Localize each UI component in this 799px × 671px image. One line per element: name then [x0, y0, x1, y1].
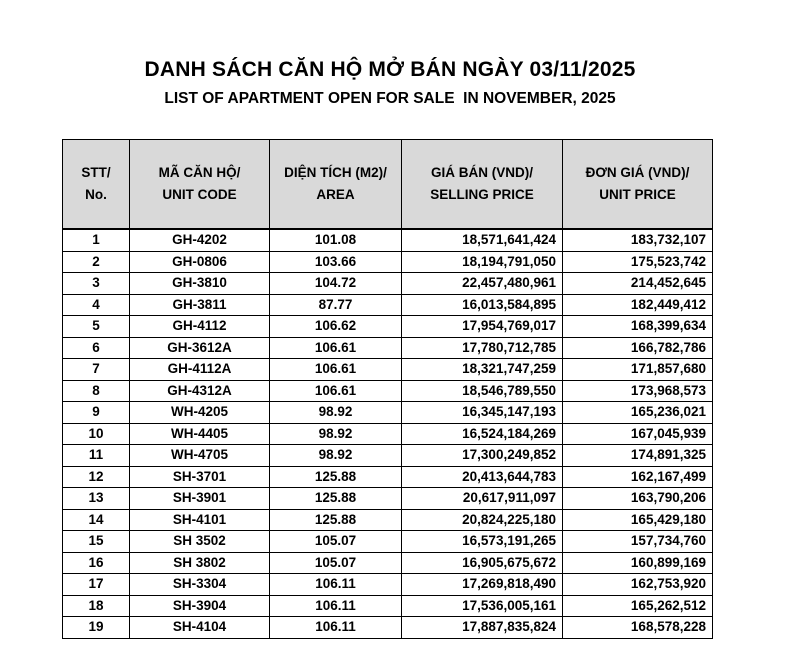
cell-unit-code: GH-4112: [130, 316, 270, 338]
column-header-area: [270, 140, 402, 229]
cell-area: 98.92: [270, 423, 402, 445]
cell-selling-price: 16,905,675,672: [402, 552, 563, 574]
cell-no: 2: [63, 251, 130, 273]
cell-no: 17: [63, 574, 130, 596]
cell-selling-price: 17,887,835,824: [402, 617, 563, 639]
table-row: [63, 316, 713, 338]
page-title: DANH SÁCH CĂN HỘ MỞ BÁN NGÀY 03/11/2025: [144, 58, 636, 81]
cell-unit-price: 168,578,228: [563, 617, 713, 639]
cell-area: 106.61: [270, 359, 402, 381]
cell-selling-price: 17,536,005,161: [402, 595, 563, 617]
table-row: [63, 509, 713, 531]
table-row: [63, 531, 713, 553]
cell-unit-price: 165,236,021: [563, 402, 713, 424]
cell-no: 6: [63, 337, 130, 359]
cell-unit-code: GH-3811: [130, 294, 270, 316]
cell-area: 105.07: [270, 531, 402, 553]
cell-selling-price: 18,571,641,424: [402, 230, 563, 252]
cell-no: 8: [63, 380, 130, 402]
cell-unit-price: 162,753,920: [563, 574, 713, 596]
cell-unit-code: SH-3904: [130, 595, 270, 617]
cell-selling-price: 17,780,712,785: [402, 337, 563, 359]
column-header-unit-price: [563, 140, 713, 229]
cell-unit-code: GH-0806: [130, 251, 270, 273]
cell-unit-price: 162,167,499: [563, 466, 713, 488]
cell-area: 106.11: [270, 617, 402, 639]
cell-no: 16: [63, 552, 130, 574]
column-header-line: DIỆN TÍCH (M2)/: [284, 165, 387, 180]
cell-unit-price: 182,449,412: [563, 294, 713, 316]
column-header-line: STT/: [81, 165, 111, 180]
cell-unit-price: 174,891,325: [563, 445, 713, 467]
column-header-line: UNIT PRICE: [599, 187, 676, 202]
column-header-line: No.: [85, 187, 107, 202]
column-header-line: ĐƠN GIÁ (VND)/: [585, 165, 690, 180]
cell-unit-code: GH-4202: [130, 230, 270, 252]
cell-unit-price: 168,399,634: [563, 316, 713, 338]
cell-no: 10: [63, 423, 130, 445]
table-row: [63, 294, 713, 316]
cell-area: 106.11: [270, 574, 402, 596]
page-subtitle: LIST OF APARTMENT OPEN FOR SALE IN NOVEMBER, 2025: [164, 90, 616, 107]
cell-unit-code: SH-3901: [130, 488, 270, 510]
cell-no: 19: [63, 617, 130, 639]
table-header-row: [63, 140, 713, 229]
cell-selling-price: 20,824,225,180: [402, 509, 563, 531]
table-row: [63, 423, 713, 445]
table-row: [63, 595, 713, 617]
cell-unit-price: 167,045,939: [563, 423, 713, 445]
column-header-line: GIÁ BÁN (VND)/: [431, 165, 533, 180]
cell-area: 125.88: [270, 488, 402, 510]
cell-unit-price: 163,790,206: [563, 488, 713, 510]
cell-no: 5: [63, 316, 130, 338]
column-header-line: MÃ CĂN HỘ/: [158, 165, 241, 180]
cell-unit-code: SH 3802: [130, 552, 270, 574]
cell-unit-price: 157,734,760: [563, 531, 713, 553]
table-row: [63, 488, 713, 510]
column-header-selling-price: [402, 140, 563, 229]
cell-area: 105.07: [270, 552, 402, 574]
table-row: [63, 230, 713, 252]
cell-selling-price: 20,413,644,783: [402, 466, 563, 488]
table-row: [63, 552, 713, 574]
cell-unit-code: WH-4405: [130, 423, 270, 445]
table-row: [63, 617, 713, 639]
cell-no: 9: [63, 402, 130, 424]
column-header-unit-code: [130, 140, 270, 229]
cell-unit-price: 171,857,680: [563, 359, 713, 381]
column-header-line: AREA: [316, 187, 355, 202]
table-row: [63, 337, 713, 359]
cell-unit-code: SH-4104: [130, 617, 270, 639]
cell-area: 125.88: [270, 466, 402, 488]
cell-area: 106.61: [270, 337, 402, 359]
cell-no: 3: [63, 273, 130, 295]
cell-unit-code: GH-4112A: [130, 359, 270, 381]
cell-unit-price: 175,523,742: [563, 251, 713, 273]
cell-selling-price: 16,345,147,193: [402, 402, 563, 424]
column-header-line: UNIT CODE: [162, 187, 237, 202]
cell-unit-price: 183,732,107: [563, 230, 713, 252]
cell-selling-price: 17,269,818,490: [402, 574, 563, 596]
table-row: [63, 359, 713, 381]
column-header-no: [63, 140, 130, 229]
cell-area: 98.92: [270, 445, 402, 467]
cell-selling-price: 16,524,184,269: [402, 423, 563, 445]
cell-no: 13: [63, 488, 130, 510]
cell-no: 11: [63, 445, 130, 467]
table-row: [63, 251, 713, 273]
cell-unit-code: GH-3612A: [130, 337, 270, 359]
cell-unit-code: GH-3810: [130, 273, 270, 295]
table-row: [63, 445, 713, 467]
cell-no: 18: [63, 595, 130, 617]
cell-no: 15: [63, 531, 130, 553]
cell-no: 14: [63, 509, 130, 531]
cell-area: 106.11: [270, 595, 402, 617]
cell-selling-price: 17,300,249,852: [402, 445, 563, 467]
cell-no: 7: [63, 359, 130, 381]
cell-unit-price: 165,262,512: [563, 595, 713, 617]
cell-area: 104.72: [270, 273, 402, 295]
cell-area: 101.08: [270, 230, 402, 252]
cell-unit-price: 214,452,645: [563, 273, 713, 295]
cell-unit-code: WH-4205: [130, 402, 270, 424]
table-row: [63, 574, 713, 596]
cell-selling-price: 18,546,789,550: [402, 380, 563, 402]
cell-unit-code: WH-4705: [130, 445, 270, 467]
column-header-line: SELLING PRICE: [430, 187, 534, 202]
cell-unit-code: GH-4312A: [130, 380, 270, 402]
apartment-table: [62, 139, 713, 639]
table-row: [63, 402, 713, 424]
cell-unit-price: 173,968,573: [563, 380, 713, 402]
cell-unit-code: SH-4101: [130, 509, 270, 531]
cell-area: 106.61: [270, 380, 402, 402]
cell-selling-price: 17,954,769,017: [402, 316, 563, 338]
cell-unit-code: SH 3502: [130, 531, 270, 553]
cell-selling-price: 20,617,911,097: [402, 488, 563, 510]
cell-no: 12: [63, 466, 130, 488]
cell-area: 125.88: [270, 509, 402, 531]
cell-selling-price: 18,194,791,050: [402, 251, 563, 273]
table-row: [63, 273, 713, 295]
cell-area: 98.92: [270, 402, 402, 424]
cell-unit-code: SH-3701: [130, 466, 270, 488]
cell-no: 4: [63, 294, 130, 316]
cell-selling-price: 18,321,747,259: [402, 359, 563, 381]
cell-unit-price: 160,899,169: [563, 552, 713, 574]
table-row: [63, 466, 713, 488]
cell-area: 87.77: [270, 294, 402, 316]
cell-selling-price: 22,457,480,961: [402, 273, 563, 295]
table-row: [63, 380, 713, 402]
cell-unit-price: 166,782,786: [563, 337, 713, 359]
cell-selling-price: 16,013,584,895: [402, 294, 563, 316]
cell-area: 106.62: [270, 316, 402, 338]
cell-area: 103.66: [270, 251, 402, 273]
cell-selling-price: 16,573,191,265: [402, 531, 563, 553]
cell-unit-code: SH-3304: [130, 574, 270, 596]
cell-no: 1: [63, 230, 130, 252]
cell-unit-price: 165,429,180: [563, 509, 713, 531]
